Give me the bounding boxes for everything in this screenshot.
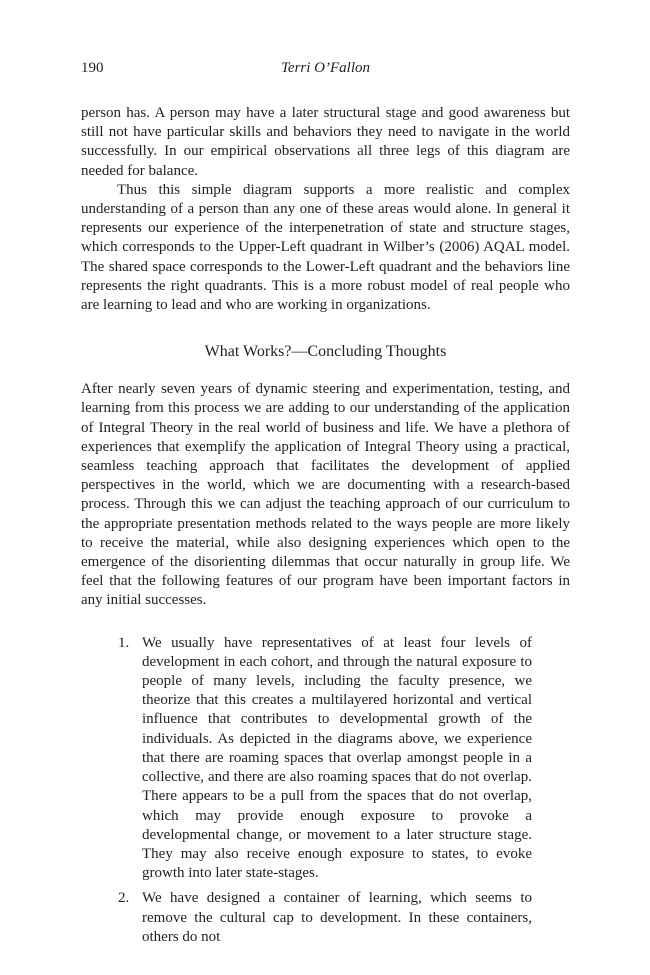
numbered-list: [81, 634, 570, 947]
running-head: [81, 57, 570, 79]
paragraph-1: person has. A person may have a later structural stage and good awareness but still not have particular skills and behaviors they need to navigate in the world successfully. In our empirical observations all three legs of this diagram are needed for balance.: [81, 105, 570, 179]
list-item-2: [118, 889, 532, 947]
paragraph-2: Thus this simple diagram supports a more realistic and complex understanding of a person than any one of these areas would alone. In general it represents our experience of the interpenetration of state and structure stages, which corresponds to the Upper-Left quadrant in Wilber’s (2006) AQAL model. The shared space corresponds to the Lower-Left quadrant and the behaviors line represents the right quadrants. This is a more robust model of real people who are learning to lead and who are working in organizations.: [81, 181, 570, 314]
list-number-2: 2.: [118, 890, 130, 907]
list-number-1: 1.: [118, 634, 130, 651]
page-number: 190: [81, 60, 104, 76]
list-text-1: We usually have representatives of at least four levels of development in each cohort, and through the natural exposure to people of many levels, including the faculty presence, we theorize that this creates a multilayered horizontal and vertical influence that contributes to developmental growth of the individuals. As depicted in the diagrams above, we experience that there are roaming spaces that overlap amongst people in a collective, and there are also roaming spaces that do not overlap. There appears to be a pull from the spaces that do not overlap, which may provide enough exposure to provoke a developmental change, or movement to a later structure stage. They may also receive enough exposure to states, to evoke growth into later state-stages.: [142, 634, 532, 882]
section-heading: What Works?—Concluding Thoughts: [204, 343, 447, 361]
running-title: Terri O’Fallon: [280, 60, 371, 76]
list-text-2: We have designed a container of learning, which seems to remove the cultural cap to development. In these containers, others do not: [142, 890, 532, 945]
body-text: [81, 104, 570, 953]
list-item-1: [118, 634, 532, 884]
paragraph-3: After nearly seven years of dynamic steering and experimentation, testing, and learning from this process we are adding to our understanding of the application of Integral Theory in the real world of business and life. We have a plethora of experiences that exemplify the application of Integral Theory using a practical, seamless teaching approach that facilitates the development of applied perspectives in the world, which we are documenting with a research-based process. Through this we can adjust the teaching approach of our curriculum to the appropriate presentation methods related to the ways people are more likely to receive the material, while also designing experiences which open to the emergence of the disorienting dilemmas that occur naturally in group life. We feel that the following features of our program have been important factors in any initial successes.: [81, 381, 570, 609]
